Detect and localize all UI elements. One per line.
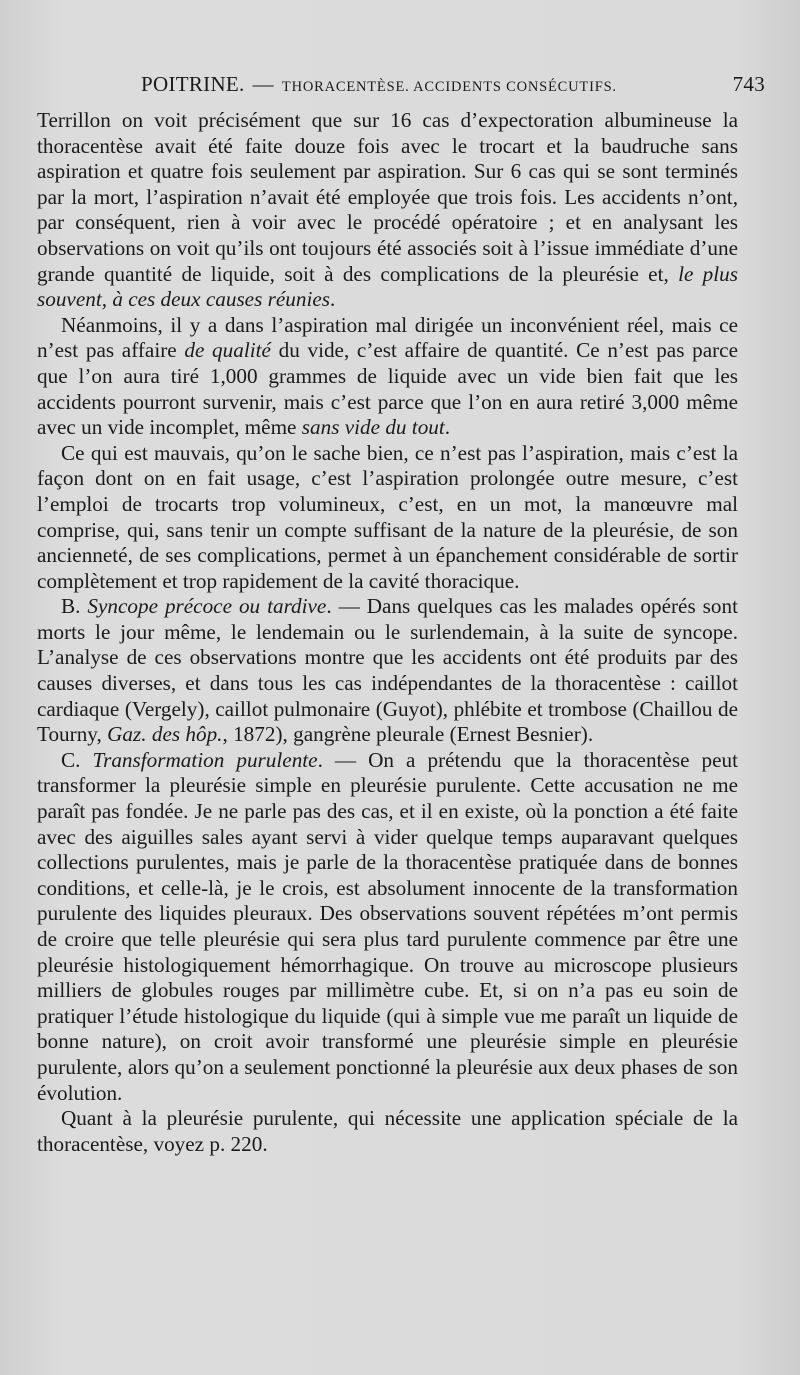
italic-text: Transformation purulente: [92, 747, 318, 772]
italic-text: Gaz. des hôp.: [107, 722, 223, 747]
text-run: Néanmoins, il y a dans l’aspiration mal dirigée un inconvénient réel, mais ce n’est pas affaire: [37, 312, 738, 363]
text-run: , 1872), gangrène pleurale (Ernest Besnier).: [222, 722, 594, 747]
text-run: Terrillon on voit précisément que sur 16 cas d’expectoration albumineuse la thoracentèse avait été faite douze fois avec le trocart et la baudruche sans aspiration et quatre fois seulement par aspiration. Sur 6 cas qui se sont terminés par la mort, l’aspiration n’avait été employée que trois fois. Les accidents n’ont, par conséquent, rien à voir avec le procédé opératoire ; et en analysant les observations on voit qu’ils ont toujours été associés soit à l’issue immédiate d’une grande quantité de liquide, soit à des complications de la pleurésie et,: [37, 108, 738, 286]
italic-text: sans vide du tout: [301, 415, 445, 440]
running-head-subtitle: THORACENTÈSE. ACCIDENTS CONSÉCUTIFS.: [281, 79, 617, 95]
text-run: .: [330, 287, 336, 312]
italic-text: Syncope précoce ou tardive: [87, 594, 327, 619]
running-head-title: POITRINE.: [141, 72, 245, 96]
italic-text: le plus souvent, à ces deux causes réunies: [37, 261, 738, 312]
paragraph: [37, 594, 738, 748]
text-run: . — Dans quelques cas les malades opérés sont morts le jour même, le lendemain ou le surlendemain, à la suite de syncope. L’analyse de ces observations montre que les accidents ont été produits par des causes diverses, et dans tous les cas indépendantes de la thoracentèse : caillot cardiaque (Vergely), caillot pulmonaire (Guyot), phlébite et trombose (Chaillou de Tourny,: [37, 594, 738, 747]
text-run: Quant à la pleurésie purulente, qui nécessite une application spéciale de la thoracentèse, voyez p. 220.: [37, 1106, 738, 1156]
running-head-title-group: [141, 72, 617, 97]
text-run: C.: [61, 747, 93, 772]
text-run: Ce qui est mauvais, qu’on le sache bien, ce n’est pas l’aspiration, mais c’est la façon dont on en fait usage, c’est l’aspiration prolongée outre mesure, c’est l’emploi de trocarts trop volumineux, c’est, en un mot, la manœuvre mal comprise, qui, sans tenir un compte suffisant de la nature de la pleurésie, de son ancienneté, de ses complications, permet à un épanchement considérable de sortir complètement et trop rapidement de la cavité thoracique.: [37, 440, 738, 593]
body-text: [37, 108, 738, 1157]
running-head-dash: —: [252, 72, 274, 96]
text-run: du vide, c’est affaire de quantité. Ce n’est pas parce que l’on aura tiré 1,000 grammes de liquide avec un vide bien fait que les accidents pourront survenir, mais c’est parce que l’on en aura retiré 3,000 même avec un vide incomplet, même: [37, 338, 738, 440]
text-run: .: [444, 415, 451, 440]
page-number: 743: [732, 72, 765, 96]
paragraph: [37, 1106, 738, 1157]
paragraph: [37, 313, 738, 441]
paragraph: [37, 441, 738, 595]
paragraph: [37, 748, 738, 1106]
italic-text: de qualité: [184, 338, 271, 363]
text-run: . — On a prétendu que la thoracentèse peut transformer la pleurésie simple en pleurésie purulente. Cette accusation ne me paraît pas fondée. Je ne parle pas des cas, et il en existe, où la ponction a été faite avec des aiguilles sales ayant servi à vider quelque temps auparavant quelques collections purulentes, mais je parle de la thoracentèse pratiquée dans de bonnes conditions, et celle-là, je le crois, est absolument innocente de la transformation purulente des liquides pleuraux. Des observations souvent répétées m’ont permis de croire que telle pleurésie qui sera plus tard purulente commence par être une pleurésie histologiquement hémorrhagique. On trouve au microscope plusieurs milliers de globules rouges par millimètre cube. Et, si on n’a pas eu soin de pratiquer l’étude histologique du liquide (qui à simple vue me paraît un liquide de bonne nature), on croit avoir transformé une pleurésie simple en pleurésie purulente, alors qu’on a seulement ponctionné la pleurésie aux deux phases de son évolution.: [37, 747, 738, 1105]
text-run: B.: [61, 594, 88, 619]
running-head: [141, 72, 765, 108]
paragraph: [37, 108, 738, 313]
